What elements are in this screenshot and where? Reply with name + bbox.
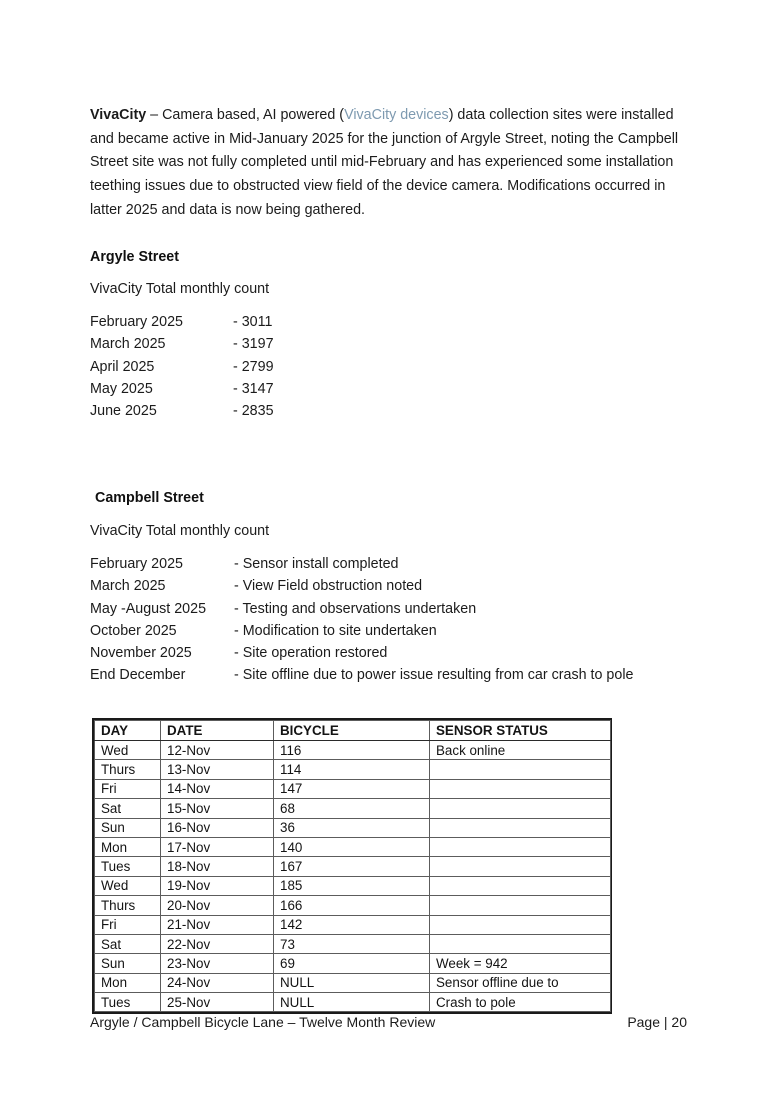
table-row [95,857,611,876]
cell-status [430,934,611,953]
cell-bicycle: 69 [274,954,430,973]
footer-page-number: Page | 20 [627,1014,687,1030]
cell-date: 22-Nov [161,934,274,953]
cell-status: Crash to pole [430,993,611,1012]
column-header-date: DATE [161,721,274,741]
argyle-value: - 2799 [233,358,274,375]
campbell-monthly-count-list [90,554,633,688]
cell-date: 23-Nov [161,954,274,973]
cell-status [430,876,611,895]
table-row [95,876,611,895]
cell-bicycle: 114 [274,760,430,779]
cell-date: 24-Nov [161,973,274,992]
table-row [95,896,611,915]
list-item [90,665,633,687]
footer-title: Argyle / Campbell Bicycle Lane – Twelve Month Review [90,1014,436,1030]
cell-day: Fri [95,915,161,934]
cell-day: Sat [95,934,161,953]
cell-date: 17-Nov [161,837,274,856]
argyle-month: March 2025 [90,336,166,353]
cell-status [430,760,611,779]
sensor-data-table [94,720,611,1012]
table-row [95,741,611,760]
cell-bicycle: 140 [274,837,430,856]
table-row [95,760,611,779]
argyle-value: - 3147 [233,380,274,397]
table-row [95,993,611,1012]
campbell-value: - Testing and observations undertaken [234,600,477,617]
cell-day: Sun [95,954,161,973]
cell-date: 25-Nov [161,993,274,1012]
cell-day: Thurs [95,760,161,779]
list-item [90,401,274,423]
cell-bicycle: 73 [274,934,430,953]
table-header-row [95,721,611,741]
cell-date: 15-Nov [161,799,274,818]
cell-bicycle: 116 [274,741,430,760]
campbell-month: End December [90,667,186,684]
argyle-monthly-count-list [90,312,274,423]
cell-status: Back online [430,741,611,760]
argyle-value: - 3011 [233,314,273,330]
cell-status: Week = 942 [430,954,611,973]
list-item [90,643,633,665]
cell-day: Thurs [95,896,161,915]
table-row [95,934,611,953]
list-item [90,334,274,356]
cell-bicycle: NULL [274,973,430,992]
campbell-value: - View Field obstruction noted [234,578,423,595]
argyle-value: - 2835 [233,403,274,420]
cell-bicycle: 167 [274,857,430,876]
table-row [95,818,611,837]
cell-date: 18-Nov [161,857,274,876]
campbell-street-subtitle: VivaCity Total monthly count [90,523,270,539]
cell-day: Fri [95,779,161,798]
cell-date: 12-Nov [161,741,274,760]
argyle-month: February 2025 [90,314,183,330]
argyle-street-heading: Argyle Street [90,249,179,265]
intro-text-before-link: – Camera based, AI powered ( [146,107,345,124]
argyle-street-subtitle: VivaCity Total monthly count [90,281,270,297]
campbell-month: November 2025 [90,645,192,662]
table-row [95,799,611,818]
campbell-month: May -August 2025 [90,600,207,617]
campbell-street-heading: Campbell Street [95,490,204,506]
argyle-month: April 2025 [90,358,155,375]
table-row [95,837,611,856]
cell-day: Wed [95,741,161,760]
argyle-month: May 2025 [90,380,153,397]
list-item [90,621,633,643]
column-header-bicycle: BICYCLE [274,721,430,741]
argyle-month: June 2025 [90,403,157,420]
campbell-value: - Modification to site undertaken [234,622,437,639]
cell-date: 13-Nov [161,760,274,779]
cell-bicycle: 185 [274,876,430,895]
cell-date: 21-Nov [161,915,274,934]
cell-date: 19-Nov [161,876,274,895]
cell-bicycle: 68 [274,799,430,818]
table-row [95,954,611,973]
campbell-value: - Sensor install completed [234,556,399,572]
list-item [90,312,274,334]
cell-date: 16-Nov [161,818,274,837]
cell-day: Tues [95,857,161,876]
cell-status: Sensor offline due to [430,973,611,992]
intro-text-after-link: ) data collection sites were installed and became active in Mid-January 2025 for the junction of Argyle Street, noting the Campbell Street site was not fully completed until mid-February and has experienced some installation teething issues due to obstructed view field of the device camera. Modifications occurred in latter 2025 and data is now being gathered. [90,107,679,218]
cell-bicycle: NULL [274,993,430,1012]
cell-bicycle: 142 [274,915,430,934]
campbell-value: - Site operation restored [234,645,388,662]
cell-day: Tues [95,993,161,1012]
campbell-month: February 2025 [90,556,183,572]
campbell-month: March 2025 [90,578,166,595]
cell-day: Mon [95,837,161,856]
list-item [90,576,633,598]
cell-status [430,837,611,856]
cell-status [430,799,611,818]
cell-day: Sat [95,799,161,818]
cell-date: 20-Nov [161,896,274,915]
list-item [90,379,274,401]
table-row [95,915,611,934]
cell-day: Mon [95,973,161,992]
list-item [90,599,633,621]
intro-lead-bold: VivaCity [90,107,147,124]
cell-bicycle: 36 [274,818,430,837]
argyle-value: - 3197 [233,336,274,353]
column-header-status: SENSOR STATUS [430,721,611,741]
cell-date: 14-Nov [161,779,274,798]
cell-status [430,857,611,876]
table-row [95,973,611,992]
cell-status [430,818,611,837]
cell-status [430,779,611,798]
cell-bicycle: 147 [274,779,430,798]
cell-day: Sun [95,818,161,837]
vivacity-devices-link[interactable]: VivaCity devices [344,107,449,124]
list-item [90,554,633,576]
cell-day: Wed [95,876,161,895]
cell-status [430,915,611,934]
list-item [90,357,274,379]
intro-paragraph [90,104,690,222]
table-row [95,779,611,798]
cell-bicycle: 166 [274,896,430,915]
sensor-data-table-wrapper [92,718,612,1014]
column-header-day: DAY [95,721,161,741]
campbell-value: - Site offline due to power issue resulting from car crash to pole [234,667,634,684]
cell-status [430,896,611,915]
page-footer [90,1014,687,1030]
campbell-month: October 2025 [90,622,177,639]
